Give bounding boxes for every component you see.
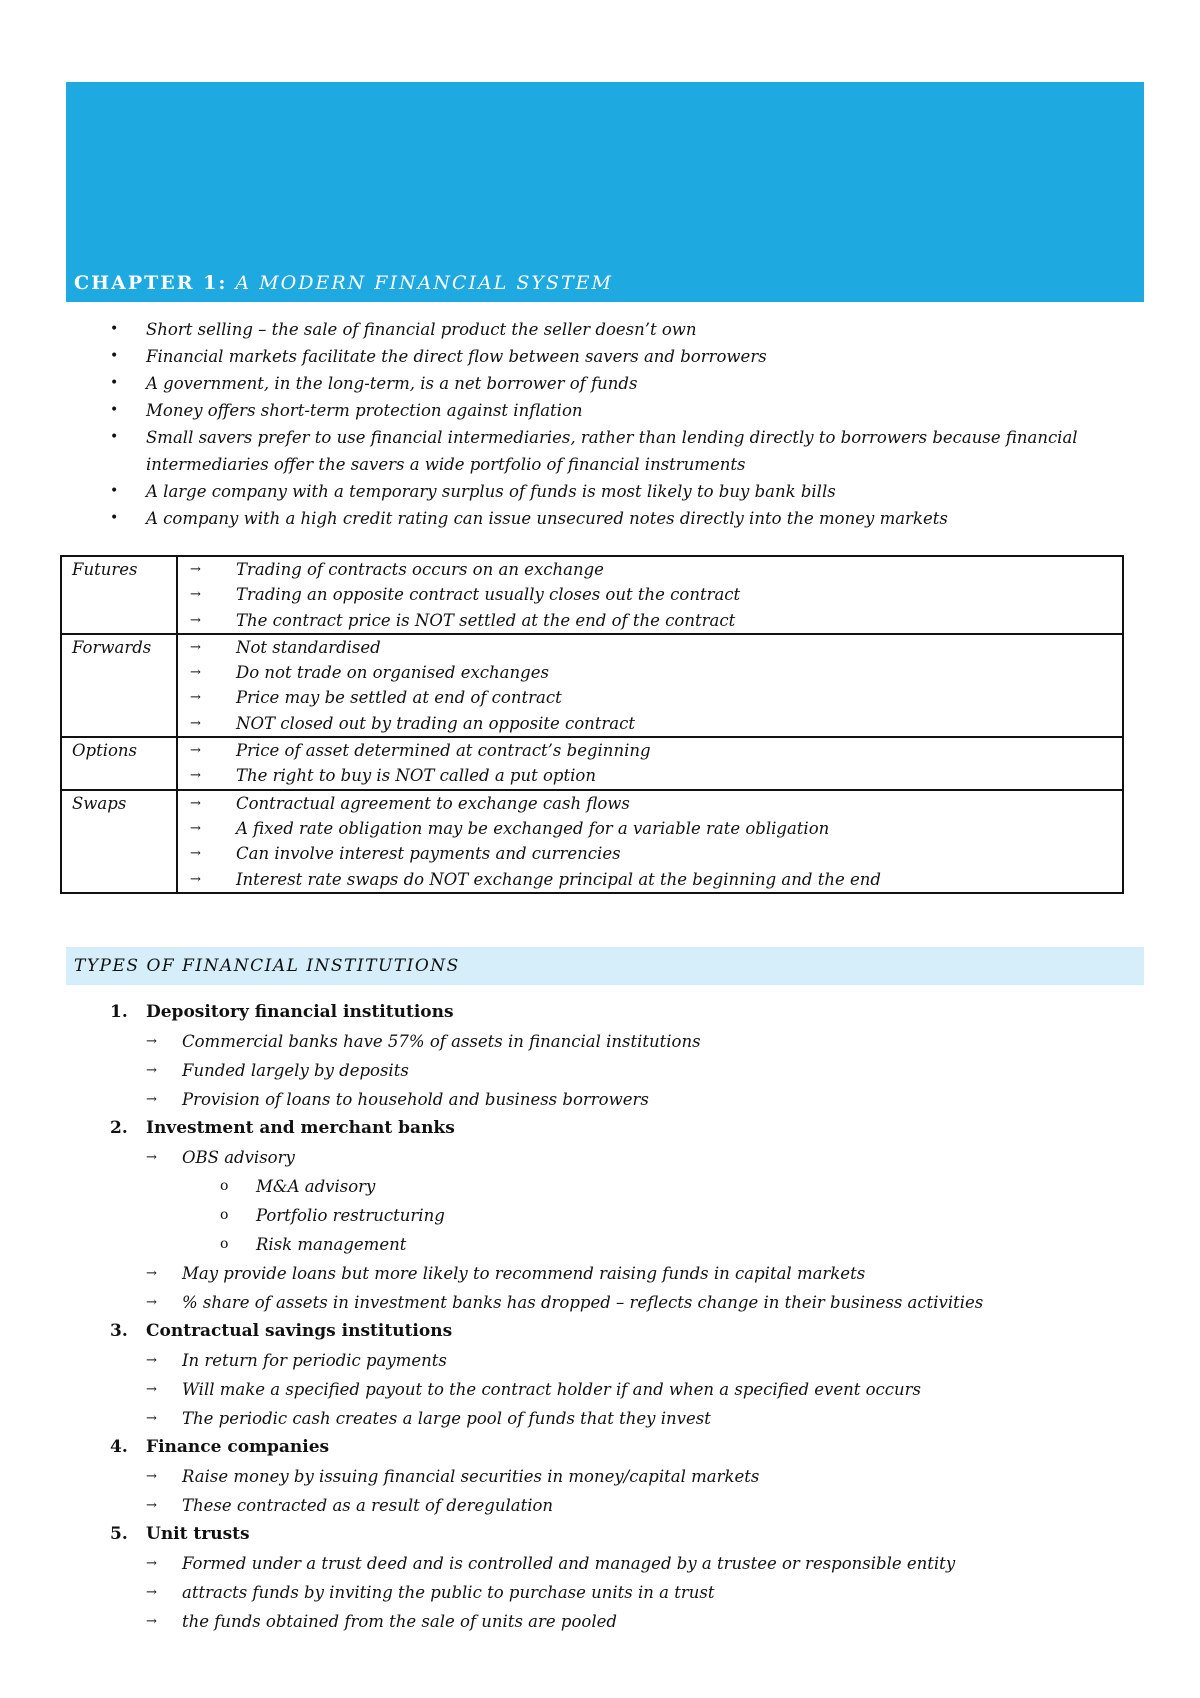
list-item: → attracts funds by inviting the public to purchase units in a trust (146, 1578, 1110, 1607)
table-point: → Price may be settled at end of contract (190, 685, 1122, 710)
bullet-icon: • (110, 321, 119, 337)
circle-bullet-icon: o (220, 1236, 229, 1252)
table-point: → Contractual agreement to exchange cash flows (190, 791, 1122, 816)
table-point: → Do not trade on organised exchanges (190, 660, 1122, 685)
list-item: • A government, in the long-term, is a net borrower of funds (100, 370, 1100, 397)
arrow-icon: → (190, 665, 201, 681)
arrow-icon: → (190, 768, 201, 784)
derivative-name: Forwards (61, 634, 177, 737)
list-item: • A large company with a temporary surplus of funds is most likely to buy bank bills (100, 478, 1100, 505)
list-item: • A company with a high credit rating can issue unsecured notes directly into the money markets (100, 505, 1100, 532)
list-item: → The periodic cash creates a large pool of funds that they invest (146, 1404, 1110, 1433)
table-point: → Trading an opposite contract usually closes out the contract (190, 582, 1122, 607)
arrow-icon: → (146, 1063, 157, 1078)
bullet-icon: • (110, 483, 119, 499)
item-number: 2. (110, 1118, 128, 1138)
derivatives-table (60, 555, 1124, 894)
table-point: → The right to buy is NOT called a put option (190, 763, 1122, 788)
sub-list-item: o Portfolio restructuring (146, 1201, 1110, 1230)
item-number: 3. (110, 1321, 128, 1341)
derivative-name: Futures (61, 556, 177, 634)
derivative-points (177, 790, 1123, 893)
institutions-list (110, 998, 1110, 1636)
list-item: → Raise money by issuing financial securities in money/capital markets (146, 1462, 1110, 1491)
arrow-icon: → (190, 690, 201, 706)
table-row (61, 634, 1123, 737)
bullet-icon: • (110, 402, 119, 418)
table-row (61, 737, 1123, 790)
derivative-name: Swaps (61, 790, 177, 893)
chapter-title: A MODERN FINANCIAL SYSTEM (235, 272, 613, 294)
list-item: → Provision of loans to household and business borrowers (146, 1085, 1110, 1114)
institution-item (110, 1520, 1110, 1636)
list-item: → Will make a specified payout to the contract holder if and when a specified event occurs (146, 1375, 1110, 1404)
arrow-icon: → (146, 1498, 157, 1513)
list-item: → These contracted as a result of deregulation (146, 1491, 1110, 1520)
item-number: 4. (110, 1437, 128, 1457)
arrow-icon: → (146, 1585, 157, 1600)
arrow-icon: → (190, 715, 201, 731)
list-item: • Financial markets facilitate the direct flow between savers and borrowers (100, 343, 1100, 370)
arrow-icon: → (190, 871, 201, 887)
bullet-icon: • (110, 375, 119, 391)
arrow-icon: → (146, 1469, 157, 1484)
list-item: → Formed under a trust deed and is controlled and managed by a trustee or responsible entity (146, 1549, 1110, 1578)
arrow-icon: → (190, 846, 201, 862)
arrow-icon: → (146, 1614, 157, 1629)
arrow-icon: → (146, 1150, 157, 1165)
table-point: → Interest rate swaps do NOT exchange principal at the beginning and the end (190, 867, 1122, 892)
derivative-points (177, 737, 1123, 790)
arrow-icon: → (190, 587, 201, 603)
circle-bullet-icon: o (220, 1178, 229, 1194)
bullet-icon: • (110, 510, 119, 526)
arrow-icon: → (190, 562, 201, 577)
list-item: • Small savers prefer to use financial intermediaries, rather than lending directly to borrowers because financial intermediaries offer the savers a wide portfolio of financial instruments (100, 424, 1100, 478)
item-number: 5. (110, 1524, 128, 1544)
institution-item (110, 998, 1110, 1114)
arrow-icon: → (146, 1353, 157, 1368)
arrow-icon: → (146, 1092, 157, 1107)
institution-name: Depository financial institutions (146, 1002, 454, 1022)
table-row (61, 556, 1123, 634)
arrow-icon: → (146, 1556, 157, 1571)
key-points-list (100, 316, 1100, 532)
institution-item (110, 1317, 1110, 1433)
item-number: 1. (110, 1002, 128, 1022)
arrow-icon: → (190, 639, 201, 655)
arrow-icon: → (190, 820, 201, 836)
table-point: → NOT closed out by trading an opposite contract (190, 711, 1122, 736)
chapter-heading (74, 272, 613, 294)
chapter-label: CHAPTER 1: (74, 272, 228, 294)
circle-bullet-icon: o (220, 1207, 229, 1223)
table-point: → A fixed rate obligation may be exchanged for a variable rate obligation (190, 816, 1122, 841)
chapter-header-band (66, 82, 1144, 302)
arrow-icon: → (146, 1411, 157, 1426)
arrow-icon: → (146, 1266, 157, 1281)
arrow-icon: → (146, 1382, 157, 1397)
list-item: • Short selling – the sale of financial product the seller doesn’t own (100, 316, 1100, 343)
derivative-points (177, 556, 1123, 634)
arrow-icon: → (190, 743, 201, 759)
list-item: → Commercial banks have 57% of assets in financial institutions (146, 1027, 1110, 1056)
table-row (61, 790, 1123, 893)
institution-name: Investment and merchant banks (146, 1118, 455, 1138)
arrow-icon: → (146, 1295, 157, 1310)
list-item: → May provide loans but more likely to recommend raising funds in capital markets (146, 1259, 1110, 1288)
list-item: → Funded largely by deposits (146, 1056, 1110, 1085)
arrow-icon: → (190, 795, 201, 811)
list-item: → the funds obtained from the sale of units are pooled (146, 1607, 1110, 1636)
institution-name: Unit trusts (146, 1524, 250, 1544)
table-point: → Not standardised (190, 635, 1122, 660)
table-point: → Trading of contracts occurs on an exchange (190, 557, 1122, 582)
table-point: → The contract price is NOT settled at the end of the contract (190, 608, 1122, 633)
institution-item (110, 1114, 1110, 1317)
list-item: • Money offers short-term protection against inflation (100, 397, 1100, 424)
arrow-icon: → (146, 1034, 157, 1049)
section-title: TYPES OF FINANCIAL INSTITUTIONS (74, 956, 460, 976)
sub-list-item: o Risk management (146, 1230, 1110, 1259)
list-item: → In return for periodic payments (146, 1346, 1110, 1375)
arrow-icon: → (190, 612, 201, 628)
sub-list-item: o M&A advisory (146, 1172, 1110, 1201)
derivative-name: Options (61, 737, 177, 790)
institution-name: Contractual savings institutions (146, 1321, 453, 1341)
bullet-icon: • (110, 348, 119, 364)
section-header-band (66, 947, 1144, 985)
derivative-points (177, 634, 1123, 737)
list-item: → % share of assets in investment banks has dropped – reflects change in their business activities (146, 1288, 1110, 1317)
table-point: → Can involve interest payments and currencies (190, 841, 1122, 866)
table-point: → Price of asset determined at contract’s beginning (190, 738, 1122, 763)
list-item: → OBS advisory (146, 1143, 1110, 1172)
institution-item (110, 1433, 1110, 1520)
bullet-icon: • (110, 429, 119, 445)
institution-name: Finance companies (146, 1437, 330, 1457)
